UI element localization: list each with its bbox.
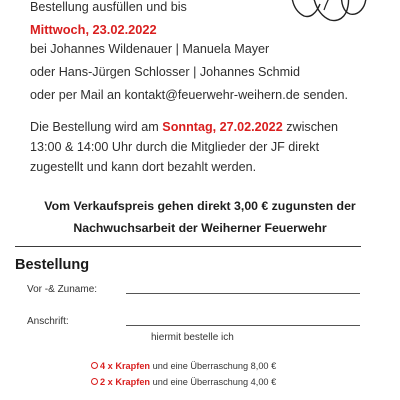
balloons-illustration bbox=[290, 0, 370, 24]
section-divider bbox=[15, 246, 361, 247]
address-field[interactable] bbox=[126, 325, 360, 326]
delivery-prefix: Die Bestellung wird am bbox=[30, 120, 163, 134]
delivery-line-1 bbox=[30, 120, 338, 134]
option-2-text: und eine Überraschung 4,00 € bbox=[150, 377, 277, 387]
option-1-text: und eine Überraschung 8,00 € bbox=[150, 361, 277, 371]
intro-line-1: Bestellung ausfüllen und bis bbox=[30, 0, 187, 14]
option-2-qty: 2 x Krapfen bbox=[100, 377, 151, 387]
order-title: Bestellung bbox=[15, 257, 90, 273]
intro-contacts-2: oder Hans-Jürgen Schlosser | Johannes Schmid bbox=[30, 65, 300, 79]
name-label: Vor -& Zuname: bbox=[27, 284, 98, 295]
hereby-order-text: hiermit bestelle ich bbox=[151, 332, 234, 343]
option-1-qty: 4 x Krapfen bbox=[100, 361, 151, 371]
delivery-date: Sonntag, 27.02.2022 bbox=[162, 120, 283, 134]
name-field[interactable] bbox=[126, 293, 360, 294]
intro-mail: oder per Mail an kontakt@feuerwehr-weihern.de senden. bbox=[30, 88, 349, 102]
donation-line-2: Nachwuchsarbeit der Weiherner Feuerwehr bbox=[73, 221, 327, 235]
delivery-line-2: 13:00 & 14:00 Uhr durch die Mitglieder der JF direkt bbox=[30, 140, 320, 154]
radio-circle-icon[interactable] bbox=[91, 378, 98, 385]
order-option-1[interactable] bbox=[91, 361, 276, 371]
intro-contacts-1: bei Johannes Wildenauer | Manuela Mayer bbox=[30, 42, 270, 56]
delivery-line-3: zugestellt und kann dort bezahlt werden. bbox=[30, 160, 257, 174]
address-label: Anschrift: bbox=[27, 316, 69, 327]
order-option-2[interactable] bbox=[91, 377, 276, 387]
radio-circle-icon[interactable] bbox=[91, 362, 98, 369]
deadline-date: Mittwoch, 23.02.2022 bbox=[30, 22, 157, 37]
delivery-suffix: zwischen bbox=[282, 120, 338, 134]
donation-line-1: Vom Verkaufspreis gehen direkt 3,00 € zugunsten der bbox=[44, 199, 356, 213]
